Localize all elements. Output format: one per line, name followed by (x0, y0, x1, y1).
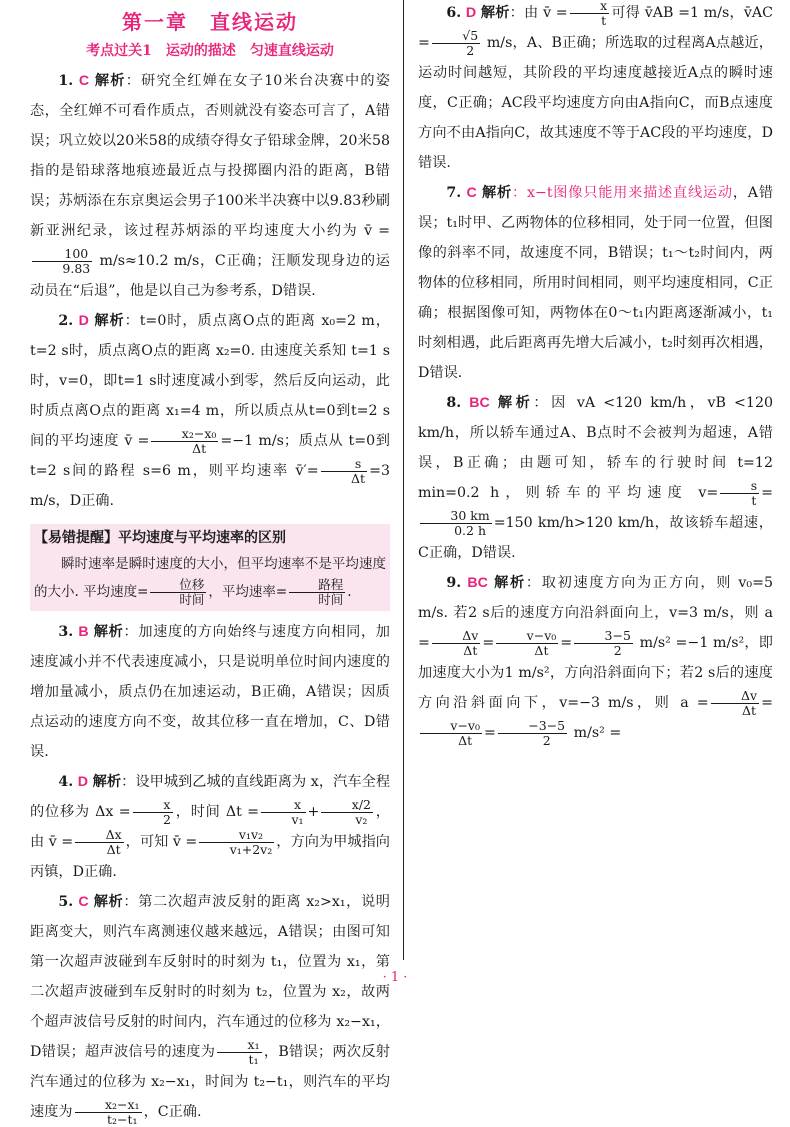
left-column (30, 0, 390, 1127)
tip-title: 【易错提醒】平均速度与平均速率的区别 (34, 530, 286, 546)
fraction: $\frac{\Delta v}{\Delta t}$ (711, 689, 759, 718)
highlight-text: ：x−t图像只能用来描述直线运动 (511, 185, 733, 201)
analysis-label: 解析 (480, 5, 510, 21)
analysis-text: ：研究全红婵在女子10米台决赛中的姿态，全红婵不可看作质点，否则就没有姿态可言了，A错误；巩立姣以20米58的成绩夺得女子铅球金牌，20米58指的是铅球落地痕迹最近点与投掷圈内沿的距离，B错误；苏炳添在东京奥运会男子100米半决赛中以9.83秒刷新亚洲纪录，该过程苏炳添的平均速度大小约为 v̄ = (30, 73, 390, 239)
fraction: $\frac{\text{v−v₀}}{\Delta t}$ (420, 719, 482, 748)
fraction: $\frac{\text{v₁v₂}}{\text{v₁+2v₂}}$ (199, 828, 274, 857)
fraction: $\frac{x}{t}$ (570, 0, 609, 28)
analysis-text: =−1 m/s；质点从 t=0到t=2 s间的路程 s=6 m，则平均速率 v̄′= (30, 433, 390, 479)
analysis-label: 解析 (482, 185, 512, 201)
q-number: 2. (58, 313, 74, 329)
error-tip-box (30, 524, 390, 611)
q-number: 7. (446, 185, 462, 201)
page-number: · 1 · (382, 970, 408, 985)
section-title: 考点过关1 运动的描述 匀速直线运动 (86, 43, 334, 59)
answer-1 (30, 66, 390, 306)
analysis-text: =3 m/s，D正确. (30, 463, 390, 509)
q-number: 6. (446, 5, 462, 21)
analysis-text: m/s≈10.2 m/s，C正确；汪顺发现身边的运动员在“后退”，他是以自己为参考系，D错误. (30, 253, 390, 299)
fraction: $\frac{\Delta v}{\Delta t}$ (432, 629, 480, 658)
answer-choice: BC (469, 395, 490, 411)
analysis-label: 解析 (497, 395, 534, 411)
fraction: $\frac{\text{x₂−x₀}}{\Delta t}$ (151, 427, 218, 456)
q-number: 4. (58, 774, 74, 790)
analysis-label: 解析 (93, 624, 124, 640)
q-number: 5. (58, 894, 74, 910)
fraction: $\frac{\text{x₁}}{\text{t₁}}$ (217, 1038, 261, 1067)
tip-text: 瞬时速率是瞬时速度的大小，但平均速率不是平均速度的大小. 平均速度= $\frac{\text{位移}}{\text{时间}}$ ，平均速率= $\frac{\text{路程}}{\text{时间}}$ . (34, 556, 386, 607)
q-number: 8. (446, 395, 462, 411)
answer-choice: C (466, 185, 477, 201)
answer-choice: C (78, 73, 90, 89)
answer-5-start: 5. C 解析：第二次超声波反射的距离 x₂>x₁，说明距离变大，则汽车离测速仪越来越远，A错误；由图可知第一次超声波碰到车反射时的时刻为 t₁，位置为 x₁，第二次超声波碰到车反射时的时刻为 t₂，位置为 x₂，故两个超声波信号反射的时间内，汽车通过的位移为 x₂−x₁，D错误；超声波信号的速度为 $\frac{\text{x₁}}{\text{t₁}}$ ，B错误；两次反射汽车通过的位移为 x₂−x₁，时间为 t₂−t₁，则汽车的平均速度为 $\frac{\text{x₂−x₁}}{\text{t₂−t₁}}$ ，C正确. (30, 894, 390, 1127)
fraction: $\frac{x}{2}$ (133, 798, 173, 827)
fraction: $\frac{\text{v−v₀}}{\Delta t}$ (496, 629, 558, 658)
answer-6: 6. D 解析：由 v̄ = $\frac{x}{t}$ 可得 v̄AB =1 m/s，v̄AC = $\frac{√5}{2}$ m/s，A、B正确；所选取的过程离A点越近，运动时间越短，其阶段的平均速度越接近A点的瞬时速度，C正确；AC段平均速度方向由A指向C，而B点速度方向不由A指向C，故其速度不等于AC段的平均速度，D错误. (418, 0, 773, 171)
answer-choice: D (465, 5, 477, 21)
answer-choice: D (78, 313, 89, 329)
fraction: $\frac{\text{x₂−x₁}}{\text{t₂−t₁}}$ (75, 1098, 142, 1127)
answer-7: 7. C 解析：x−t图像只能用来描述直线运动，A错误；t₁时甲、乙两物体的位移相同，处于同一位置，但图像的斜率不同，故速度不同，B错误；t₁～t₂时间内，两物体的位移相同，所用时间相同，则平均速度相同，C正确；根据图像可知，两物体在0～t₁内距离逐渐减小，t₁时刻相遇，此后距离再先增大后减小，t₂时刻再次相遇，D错误. (418, 185, 774, 381)
answer-3 (30, 617, 390, 767)
fraction: $\frac{x/2}{\text{v₂}}$ (321, 798, 373, 827)
q-number: 1. (58, 73, 74, 89)
answer-choice: BC (467, 575, 488, 591)
right-column (418, 0, 773, 748)
fraction: $\frac{s}{\Delta t}$ (321, 457, 367, 486)
analysis-label: 解析 (92, 774, 122, 790)
analysis-label: 解析 (93, 894, 124, 910)
fraction: $\frac{\text{位移}}{\text{时间}}$ (150, 578, 206, 607)
fraction: $\frac{30 km}{0.2 h}$ (420, 509, 492, 538)
chapter-title: 第一章 直线运动 (122, 10, 298, 34)
fraction: $\frac{\text{路程}}{\text{时间}}$ (289, 578, 345, 607)
fraction: $\frac{-3-5}{2}$ (498, 719, 567, 748)
fraction: $\frac{100}{9.83}$ (32, 247, 92, 276)
fraction: $\frac{\Delta x}{\Delta t}$ (75, 828, 123, 857)
analysis-text: ：加速度的方向始终与速度方向相同，加速度减小并不代表速度减小，只是说明单位时间内速度的增加量减小，质点仍在加速运动，B正确，A错误；因质点运动的速度方向不变，故其位移一直在增加，C、D错误. (30, 624, 390, 760)
answer-choice: C (78, 894, 89, 910)
q-number: 9. (446, 575, 462, 591)
fraction: $\frac{√5}{2}$ (432, 29, 480, 58)
analysis-label: 解析 (94, 313, 125, 329)
analysis-label: 解析 (94, 73, 126, 89)
analysis-label: 解析 (494, 575, 526, 591)
fraction: $\frac{x}{\text{v₁}}$ (261, 798, 305, 827)
analysis-text: ：t=0时，质点离O点的距离 x₀=2 m，t=2 s时，质点离O点的距离 x₂=0. 由速度关系知 t=1 s时，v=0，即t=1 s时速度减小到零，然后反向运动，此时质点离O点的距离 x₁=4 m，所以质点从t=0到t=2 s间的平均速度 v̄ = (30, 313, 390, 449)
answer-2 (30, 306, 390, 516)
fraction: $\frac{s}{t}$ (720, 479, 759, 508)
fraction: $\frac{3-5}{2}$ (574, 629, 633, 658)
answer-choice: D (77, 774, 89, 790)
answer-8: 8. BC 解析：因 vA <120 km/h，vB <120 km/h，所以轿车通过A、B点时不会被判为超速，A错误，B正确；由题可知，轿车的行驶时间 t=12 min=0.2 h，则轿车的平均速度 v= $\frac{s}{t}$ = $\frac{30 km}{0.2 h}$ =150 km/h>120 km/h，故该轿车超速，C正确，D错误. (418, 395, 774, 561)
q-number: 3. (58, 624, 74, 640)
answer-4: 4. D 解析：设甲城到乙城的直线距离为 x，汽车全程的位移为 Δx = $\frac{x}{2}$ ，时间 Δt = $\frac{x}{\text{v₁}}$ + $\frac{x/2}{\text{v₂}}$ ，由 v̄ = $\frac{\Delta x}{\Delta t}$ ，可知 v̄ = $\frac{\text{v₁v₂}}{\text{v₁+2v₂}}$ ，方向为甲城指向丙镇，D正确. (30, 774, 391, 880)
answer-choice: B (78, 624, 89, 640)
answer-9: 9. BC 解析：取初速度方向为正方向，则 v₀=5 m/s. 若2 s后的速度方向沿斜面向上，v=3 m/s，则 a = $\frac{\Delta v}{\Delta t}$ = $\frac{\text{v−v₀}}{\Delta t}$ = $\frac{3-5}{2}$ m/s² =−1 m/s²，即加速度大小为1 m/s²，方向沿斜面向下；若2 s后的速度方向沿斜面向下，v=−3 m/s，则 a = $\frac{\Delta v}{\Delta t}$ = $\frac{\text{v−v₀}}{\Delta t}$ = $\frac{-3-5}{2}$ m/s² = (418, 575, 773, 748)
column-divider (403, 0, 404, 960)
